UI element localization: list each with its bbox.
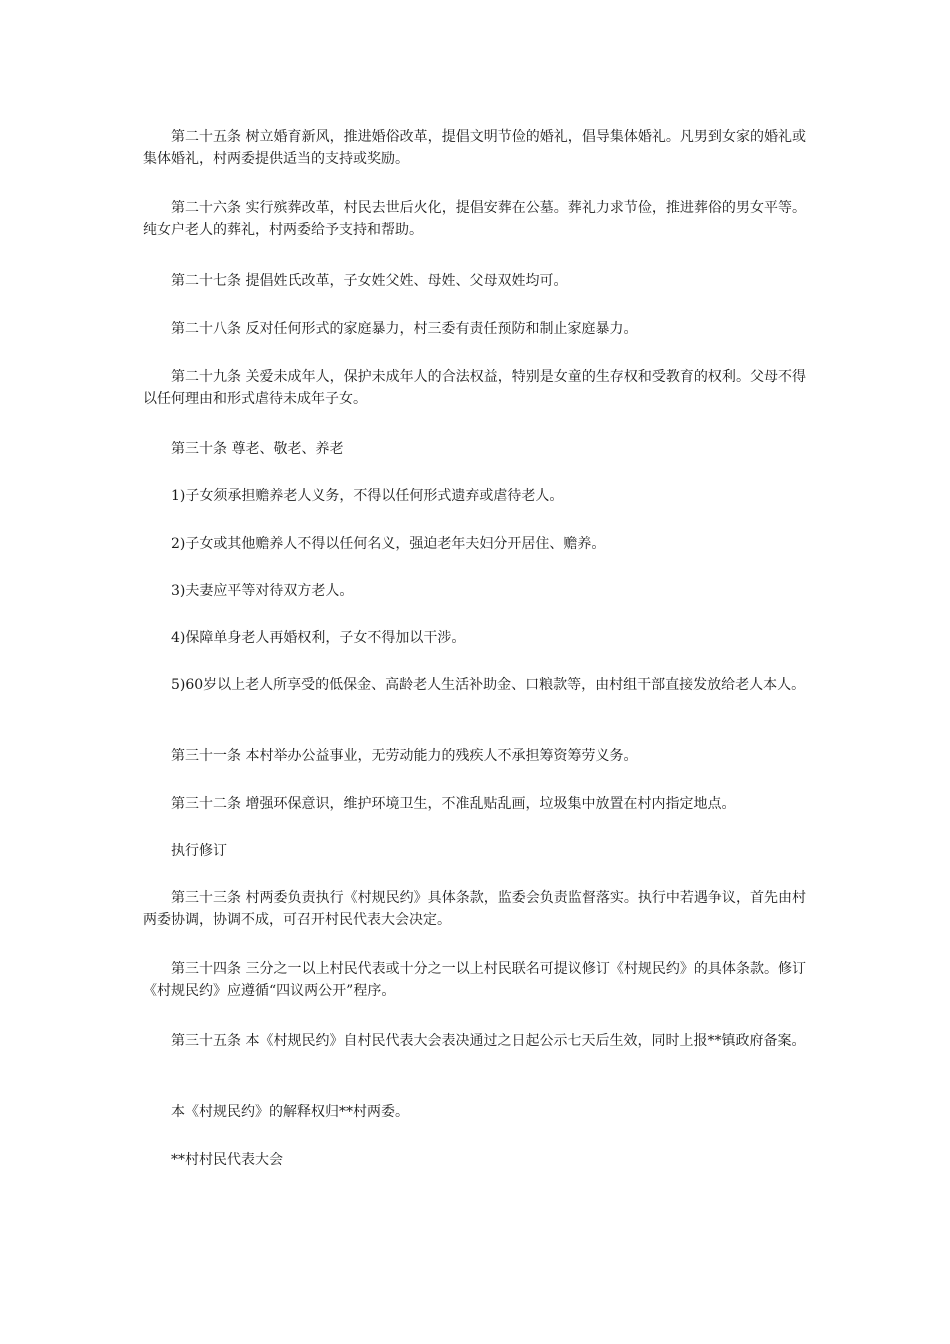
article-28: 第二十八条 反对任何形式的家庭暴力，村三委有责任预防和制止家庭暴力。 [171, 321, 638, 337]
article-31: 第三十一条 本村举办公益事业，无劳动能力的残疾人不承担筹资筹劳义务。 [171, 748, 638, 764]
article-30-item-5: 5)60岁以上老人所享受的低保金、高龄老人生活补助金、口粮款等，由村组干部直接发放给老人本人。 [171, 677, 806, 693]
article-30-item-2: 2)子女或其他赡养人不得以任何名义，强迫老年夫妇分开居住、赡养。 [171, 536, 606, 552]
article-27: 第二十七条 提倡姓氏改革，子女姓父姓、母姓、父母双姓均可。 [171, 273, 568, 289]
article-25: 第二十五条 树立婚育新风，推进婚俗改革，提倡文明节俭的婚礼，倡导集体婚礼。凡男到女家的婚礼或集体婚礼，村两委提供适当的支持或奖励。 [143, 129, 806, 167]
article-32: 第三十二条 增强环保意识，维护环境卫生，不准乱贴乱画，垃圾集中放置在村内指定地点。 [171, 796, 736, 812]
interpretation-note: 本《村规民约》的解释权归**村两委。 [171, 1104, 409, 1120]
article-30-item-1: 1)子女须承担赡养老人义务，不得以任何形式遗弃或虐待老人。 [171, 488, 564, 504]
article-34: 第三十四条 三分之一以上村民代表或十分之一以上村民联名可提议修订《村规民约》的具体条款。修订《村规民约》应遵循“四议两公开”程序。 [143, 961, 806, 999]
article-30-item-3: 3)夫妻应平等对待双方老人。 [171, 583, 354, 599]
article-30-item-4: 4)保障单身老人再婚权利，子女不得加以干涉。 [171, 630, 466, 646]
section-heading-enforcement: 执行修订 [171, 843, 227, 859]
article-33: 第三十三条 村两委负责执行《村规民约》具体条款，监委会负责监督落实。执行中若遇争议，首先由村两委协调，协调不成，可召开村民代表大会决定。 [143, 890, 806, 928]
article-29: 第二十九条 关爱未成年人，保护未成年人的合法权益，特别是女童的生存权和受教育的权利。父母不得以任何理由和形式虐待未成年子女。 [143, 369, 806, 407]
signature-line: **村村民代表大会 [171, 1152, 283, 1168]
article-30: 第三十条 尊老、敬老、养老 [171, 441, 344, 457]
article-26: 第二十六条 实行殡葬改革，村民去世后火化，提倡安葬在公墓。葬礼力求节俭，推进葬俗的男女平等。纯女户老人的葬礼，村两委给予支持和帮助。 [143, 200, 806, 238]
article-35: 第三十五条 本《村规民约》自村民代表大会表决通过之日起公示七天后生效，同时上报**镇政府备案。 [171, 1033, 806, 1049]
